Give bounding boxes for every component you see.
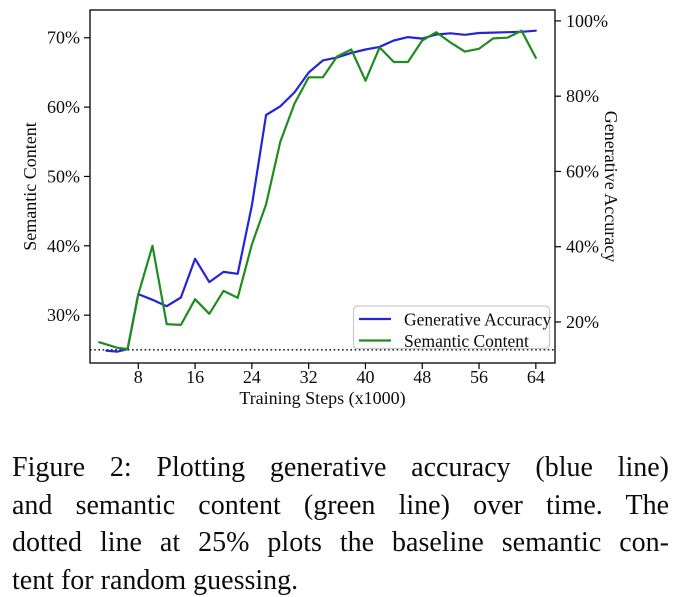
right-tick-label: 40%: [566, 236, 599, 257]
left-tick-label: 60%: [47, 97, 80, 118]
series-line-semantic-content: [99, 31, 536, 349]
x-tick-label: 8: [133, 367, 143, 387]
x-tick-label: 32: [299, 367, 318, 387]
x-axis-label: Training Steps (x1000): [239, 388, 406, 408]
x-tick-label: 40: [356, 367, 375, 387]
left-tick-label: 40%: [47, 235, 80, 256]
right-tick-label: 20%: [566, 311, 599, 332]
right-tick-label: 60%: [566, 161, 599, 182]
legend-label: Semantic Content: [404, 331, 529, 351]
legend-label: Generative Accuracy: [404, 309, 552, 330]
x-tick-label: 64: [526, 367, 545, 387]
left-tick-label: 50%: [47, 166, 80, 187]
left-axis-label: Semantic Content: [20, 122, 40, 251]
caption-line-2: and semantic content (green line) over time. The: [12, 489, 669, 521]
caption-line-4: tent for random guessing.: [12, 564, 299, 596]
caption-line-3: dotted line at 25% plots the baseline semantic con-: [12, 527, 669, 558]
x-tick-label: 48: [413, 367, 432, 387]
x-tick-label: 24: [242, 367, 261, 387]
x-tick-label: 16: [186, 367, 205, 387]
series-line-generative-accuracy: [106, 31, 536, 352]
figure-caption: [12, 449, 669, 597]
left-tick-label: 70%: [47, 27, 80, 48]
left-tick-label: 30%: [47, 305, 80, 326]
caption-line-1: Figure 2: Plotting generative accuracy (blue line): [12, 452, 669, 483]
right-tick-label: 80%: [566, 86, 599, 107]
right-tick-label: 100%: [566, 10, 608, 31]
x-tick-label: 56: [470, 367, 489, 387]
right-axis-label: Generative Accuracy: [601, 110, 621, 263]
